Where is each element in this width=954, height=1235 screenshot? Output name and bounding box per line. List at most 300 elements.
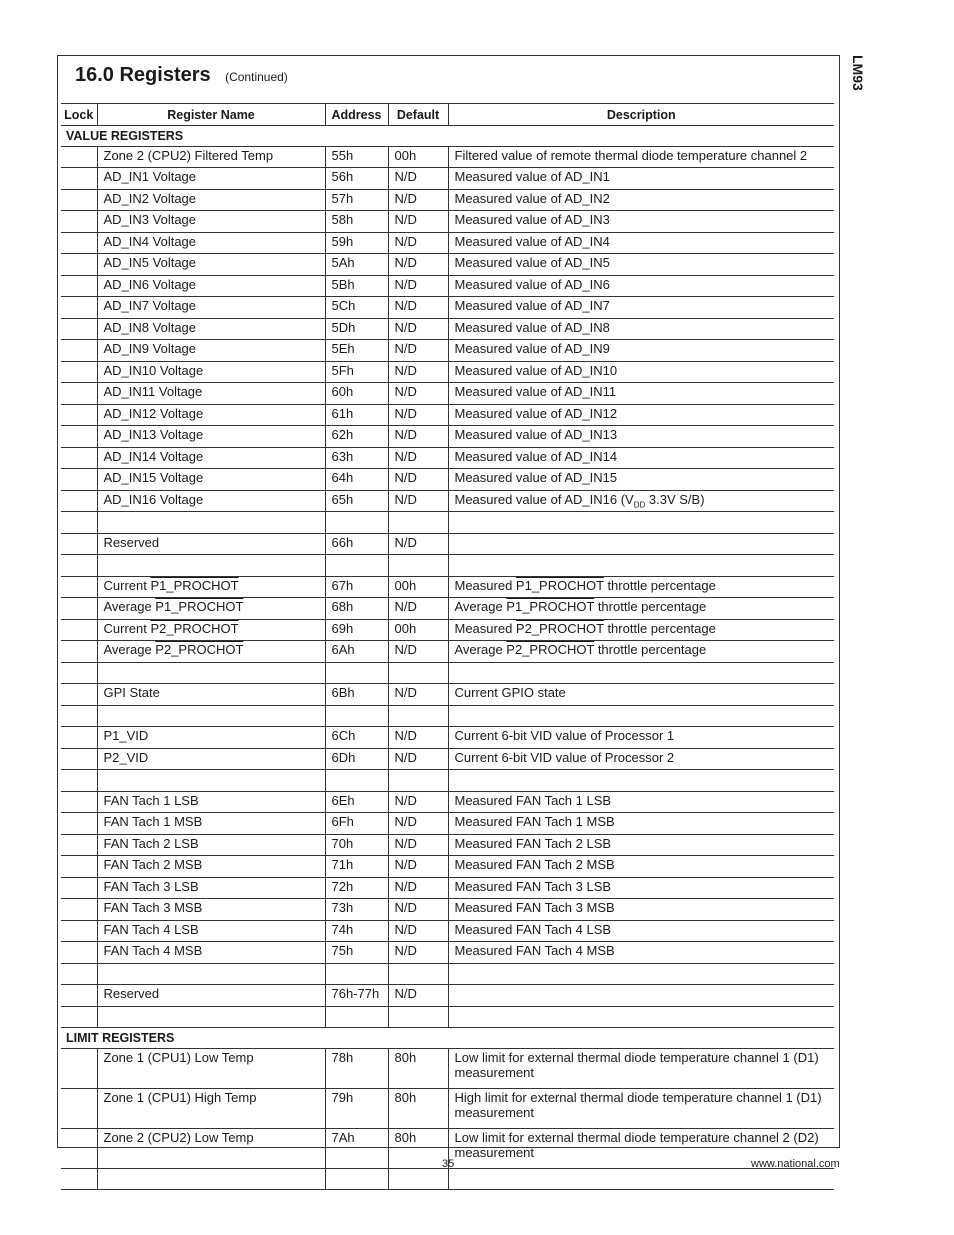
- lock-cell: [61, 791, 97, 813]
- section-title: LIMIT REGISTERS: [61, 1028, 834, 1049]
- table-row: [61, 146, 834, 168]
- desc-signal: P1_PROCHOT: [506, 599, 595, 614]
- lock-cell: [61, 1006, 97, 1028]
- default-cell: N/D: [388, 361, 448, 383]
- table-row: [61, 340, 834, 362]
- register-name-cell: AD_IN14 Voltage: [97, 447, 325, 469]
- default-cell: N/D: [388, 684, 448, 706]
- default-cell: N/D: [388, 899, 448, 921]
- lock-cell: [61, 189, 97, 211]
- table-row: [61, 856, 834, 878]
- address-cell: 68h: [325, 598, 388, 620]
- lock-cell: [61, 834, 97, 856]
- description-cell: Measured value of AD_IN10: [448, 361, 834, 383]
- table-row: [61, 770, 834, 792]
- description-cell: Low limit for external thermal diode temperature channel 1 (D1) measurement: [448, 1048, 834, 1088]
- col-lock: Lock: [61, 104, 97, 126]
- table-body: [61, 126, 834, 1190]
- register-name-cell: [97, 662, 325, 684]
- table-row: [61, 942, 834, 964]
- table-row: [61, 447, 834, 469]
- table-row: [61, 512, 834, 534]
- address-cell: [325, 512, 388, 534]
- table-row: [61, 963, 834, 985]
- table-row: [61, 985, 834, 1007]
- default-cell: N/D: [388, 813, 448, 835]
- default-cell: [388, 555, 448, 577]
- table-row: [61, 1088, 834, 1128]
- default-cell: N/D: [388, 168, 448, 190]
- description-cell: [448, 1168, 834, 1190]
- desc-suffix: throttle percentage: [594, 642, 707, 657]
- table-row: [61, 598, 834, 620]
- register-name-cell: FAN Tach 1 LSB: [97, 791, 325, 813]
- register-name-cell: AD_IN11 Voltage: [97, 383, 325, 405]
- lock-cell: [61, 404, 97, 426]
- register-name-cell: [97, 705, 325, 727]
- register-name-cell: FAN Tach 2 MSB: [97, 856, 325, 878]
- register-name-cell: [97, 619, 325, 641]
- table-row: [61, 211, 834, 233]
- description-cell: [448, 598, 834, 620]
- default-cell: N/D: [388, 404, 448, 426]
- desc-suffix: 3.3V S/B): [645, 491, 705, 507]
- address-cell: 5Dh: [325, 318, 388, 340]
- description-cell: Measured value of AD_IN11: [448, 383, 834, 405]
- default-cell: N/D: [388, 232, 448, 254]
- lock-cell: [61, 254, 97, 276]
- lock-cell: [61, 619, 97, 641]
- description-cell: [448, 512, 834, 534]
- register-name-cell: FAN Tach 4 LSB: [97, 920, 325, 942]
- description-cell: [448, 619, 834, 641]
- default-cell: N/D: [388, 383, 448, 405]
- lock-cell: [61, 942, 97, 964]
- description-cell: [448, 662, 834, 684]
- register-name-cell: FAN Tach 1 MSB: [97, 813, 325, 835]
- footer-website: www.national.com: [751, 1158, 840, 1170]
- address-cell: 71h: [325, 856, 388, 878]
- lock-cell: [61, 232, 97, 254]
- register-name-cell: FAN Tach 4 MSB: [97, 942, 325, 964]
- lock-cell: [61, 340, 97, 362]
- lock-cell: [61, 963, 97, 985]
- description-cell: Measured FAN Tach 1 MSB: [448, 813, 834, 835]
- description-cell: Measured FAN Tach 2 LSB: [448, 834, 834, 856]
- lock-cell: [61, 1048, 97, 1088]
- lock-cell: [61, 211, 97, 233]
- register-name-cell: Reserved: [97, 985, 325, 1007]
- description-cell: Measured value of AD_IN6: [448, 275, 834, 297]
- lock-cell: [61, 662, 97, 684]
- lock-cell: [61, 426, 97, 448]
- page-title: 16.0 Registers: [75, 64, 211, 86]
- address-cell: 67h: [325, 576, 388, 598]
- col-address: Address: [325, 104, 388, 126]
- table-row: [61, 404, 834, 426]
- address-cell: 6Fh: [325, 813, 388, 835]
- table-row: [61, 232, 834, 254]
- register-name-cell: AD_IN4 Voltage: [97, 232, 325, 254]
- desc-signal: P1_PROCHOT: [515, 577, 604, 593]
- address-cell: 64h: [325, 469, 388, 491]
- register-name-cell: [97, 576, 325, 598]
- default-cell: N/D: [388, 877, 448, 899]
- register-name-cell: GPI State: [97, 684, 325, 706]
- default-cell: N/D: [388, 318, 448, 340]
- table-row: [61, 748, 834, 770]
- description-cell: Measured FAN Tach 1 LSB: [448, 791, 834, 813]
- description-cell: Measured value of AD_IN8: [448, 318, 834, 340]
- address-cell: 60h: [325, 383, 388, 405]
- table-row: [61, 834, 834, 856]
- lock-cell: [61, 748, 97, 770]
- description-cell: Measured value of AD_IN2: [448, 189, 834, 211]
- lock-cell: [61, 146, 97, 168]
- description-cell: Low limit for external thermal diode temperature channel 2 (D2) measurement: [448, 1128, 834, 1168]
- default-cell: [388, 512, 448, 534]
- description-cell: Measured value of AD_IN1: [448, 168, 834, 190]
- default-cell: 80h: [388, 1088, 448, 1128]
- lock-cell: [61, 985, 97, 1007]
- lock-cell: [61, 1168, 97, 1190]
- lock-cell: [61, 899, 97, 921]
- col-default: Default: [388, 104, 448, 126]
- lock-cell: [61, 361, 97, 383]
- default-cell: N/D: [388, 533, 448, 555]
- register-name-cell: [97, 555, 325, 577]
- address-cell: 75h: [325, 942, 388, 964]
- default-cell: N/D: [388, 275, 448, 297]
- lock-cell: [61, 512, 97, 534]
- address-cell: 69h: [325, 619, 388, 641]
- lock-cell: [61, 813, 97, 835]
- address-cell: [325, 770, 388, 792]
- address-cell: 62h: [325, 426, 388, 448]
- lock-cell: [61, 877, 97, 899]
- page-number: 35: [442, 1158, 455, 1170]
- address-cell: [325, 662, 388, 684]
- table-row: [61, 533, 834, 555]
- description-cell: [448, 705, 834, 727]
- col-register-name: Register Name: [97, 104, 325, 126]
- description-cell: [448, 985, 834, 1007]
- default-cell: [388, 1168, 448, 1190]
- col-description: Description: [448, 104, 834, 126]
- table-row: [61, 555, 834, 577]
- address-cell: [325, 555, 388, 577]
- table-row: [61, 189, 834, 211]
- table-row: [61, 791, 834, 813]
- default-cell: N/D: [388, 447, 448, 469]
- name-prefix: Current: [103, 577, 151, 593]
- name-signal: P2_PROCHOT: [150, 620, 239, 636]
- description-cell: Filtered value of remote thermal diode temperature channel 2: [448, 146, 834, 168]
- register-name-cell: FAN Tach 3 MSB: [97, 899, 325, 921]
- description-cell: [448, 770, 834, 792]
- register-name-cell: AD_IN16 Voltage: [97, 490, 325, 512]
- description-cell: Measured value of AD_IN9: [448, 340, 834, 362]
- side-label: [848, 55, 868, 115]
- description-cell: Measured value of AD_IN4: [448, 232, 834, 254]
- register-name-cell: Reserved: [97, 533, 325, 555]
- table-row: [61, 813, 834, 835]
- default-cell: [388, 963, 448, 985]
- description-cell: Measured FAN Tach 2 MSB: [448, 856, 834, 878]
- default-cell: N/D: [388, 748, 448, 770]
- table-row: [61, 361, 834, 383]
- register-name-cell: [97, 770, 325, 792]
- table-row: [61, 1006, 834, 1028]
- register-name-cell: Zone 2 (CPU2) Low Temp: [97, 1128, 325, 1168]
- default-cell: N/D: [388, 211, 448, 233]
- table-row: [61, 168, 834, 190]
- description-cell: [448, 490, 834, 512]
- address-cell: 72h: [325, 877, 388, 899]
- table-row: [61, 1048, 834, 1088]
- default-cell: N/D: [388, 490, 448, 512]
- section-heading: [75, 64, 288, 87]
- address-cell: 6Ah: [325, 641, 388, 663]
- default-cell: N/D: [388, 985, 448, 1007]
- table-row: [61, 469, 834, 491]
- address-cell: 78h: [325, 1048, 388, 1088]
- lock-cell: [61, 856, 97, 878]
- desc-suffix: throttle percentage: [603, 577, 716, 593]
- address-cell: 73h: [325, 899, 388, 921]
- table-row: [61, 727, 834, 749]
- register-name-cell: AD_IN10 Voltage: [97, 361, 325, 383]
- address-cell: 74h: [325, 920, 388, 942]
- address-cell: 5Eh: [325, 340, 388, 362]
- address-cell: 66h: [325, 533, 388, 555]
- description-cell: High limit for external thermal diode temperature channel 1 (D1) measurement: [448, 1088, 834, 1128]
- lock-cell: [61, 318, 97, 340]
- default-cell: N/D: [388, 942, 448, 964]
- default-cell: [388, 705, 448, 727]
- default-cell: N/D: [388, 469, 448, 491]
- address-cell: 55h: [325, 146, 388, 168]
- address-cell: 5Ch: [325, 297, 388, 319]
- register-name-cell: AD_IN13 Voltage: [97, 426, 325, 448]
- description-cell: Measured value of AD_IN7: [448, 297, 834, 319]
- table-header-row: [61, 104, 834, 126]
- product-label: LM93: [850, 55, 866, 91]
- desc-signal: P2_PROCHOT: [506, 642, 595, 657]
- address-cell: [325, 705, 388, 727]
- register-name-cell: FAN Tach 2 LSB: [97, 834, 325, 856]
- register-name-cell: [97, 1168, 325, 1190]
- description-cell: [448, 533, 834, 555]
- lock-cell: [61, 383, 97, 405]
- register-name-cell: Zone 1 (CPU1) Low Temp: [97, 1048, 325, 1088]
- address-cell: 76h-77h: [325, 985, 388, 1007]
- table-row: [61, 318, 834, 340]
- lock-cell: [61, 533, 97, 555]
- desc-prefix: Average: [454, 642, 507, 657]
- description-cell: Current 6-bit VID value of Processor 1: [448, 727, 834, 749]
- table-row: [61, 383, 834, 405]
- address-cell: 6Eh: [325, 791, 388, 813]
- lock-cell: [61, 1128, 97, 1168]
- register-name-cell: [97, 598, 325, 620]
- description-cell: Current 6-bit VID value of Processor 2: [448, 748, 834, 770]
- continued-note: (Continued): [225, 70, 288, 84]
- register-table: [61, 103, 834, 1190]
- desc-prefix: Average: [454, 599, 507, 614]
- description-cell: Measured value of AD_IN14: [448, 447, 834, 469]
- register-name-cell: AD_IN5 Voltage: [97, 254, 325, 276]
- default-cell: N/D: [388, 598, 448, 620]
- description-cell: [448, 555, 834, 577]
- table-row: [61, 920, 834, 942]
- description-cell: Measured FAN Tach 4 LSB: [448, 920, 834, 942]
- register-name-cell: AD_IN6 Voltage: [97, 275, 325, 297]
- lock-cell: [61, 598, 97, 620]
- desc-suffix: throttle percentage: [594, 599, 707, 614]
- address-cell: 7Ah: [325, 1128, 388, 1168]
- address-cell: 65h: [325, 490, 388, 512]
- lock-cell: [61, 920, 97, 942]
- default-cell: N/D: [388, 297, 448, 319]
- table-row: [61, 641, 834, 663]
- lock-cell: [61, 576, 97, 598]
- register-name-cell: AD_IN3 Voltage: [97, 211, 325, 233]
- address-cell: 6Dh: [325, 748, 388, 770]
- description-cell: [448, 963, 834, 985]
- desc-prefix: Measured value of AD_IN16 (V: [454, 491, 634, 507]
- register-name-cell: P1_VID: [97, 727, 325, 749]
- register-name-cell: AD_IN2 Voltage: [97, 189, 325, 211]
- desc-suffix: throttle percentage: [603, 620, 716, 636]
- name-signal: P2_PROCHOT: [155, 642, 244, 657]
- default-cell: N/D: [388, 856, 448, 878]
- table-row: [61, 297, 834, 319]
- default-cell: N/D: [388, 920, 448, 942]
- default-cell: 00h: [388, 146, 448, 168]
- table-row: [61, 254, 834, 276]
- default-cell: [388, 770, 448, 792]
- register-name-cell: AD_IN9 Voltage: [97, 340, 325, 362]
- default-cell: N/D: [388, 727, 448, 749]
- table-row: [61, 662, 834, 684]
- register-name-cell: P2_VID: [97, 748, 325, 770]
- address-cell: [325, 1168, 388, 1190]
- address-cell: 79h: [325, 1088, 388, 1128]
- lock-cell: [61, 770, 97, 792]
- address-cell: [325, 1006, 388, 1028]
- name-signal: P1_PROCHOT: [155, 599, 244, 614]
- address-cell: 5Fh: [325, 361, 388, 383]
- register-name-cell: FAN Tach 3 LSB: [97, 877, 325, 899]
- section-title: VALUE REGISTERS: [61, 126, 834, 147]
- default-cell: N/D: [388, 641, 448, 663]
- default-cell: N/D: [388, 189, 448, 211]
- description-cell: Measured FAN Tach 3 MSB: [448, 899, 834, 921]
- description-cell: Measured value of AD_IN12: [448, 404, 834, 426]
- desc-subscript: DD: [633, 500, 646, 510]
- table-row: [61, 899, 834, 921]
- default-cell: 00h: [388, 619, 448, 641]
- lock-cell: [61, 727, 97, 749]
- table-row: [61, 684, 834, 706]
- table-row: [61, 426, 834, 448]
- default-cell: N/D: [388, 254, 448, 276]
- address-cell: 58h: [325, 211, 388, 233]
- lock-cell: [61, 641, 97, 663]
- table-row: [61, 705, 834, 727]
- default-cell: N/D: [388, 834, 448, 856]
- register-name-cell: [97, 1006, 325, 1028]
- section-header-row: [61, 126, 834, 147]
- register-name-cell: AD_IN1 Voltage: [97, 168, 325, 190]
- description-cell: Measured FAN Tach 3 LSB: [448, 877, 834, 899]
- desc-prefix: Measured: [454, 577, 516, 593]
- description-cell: Measured value of AD_IN13: [448, 426, 834, 448]
- desc-prefix: Measured: [454, 620, 516, 636]
- default-cell: N/D: [388, 426, 448, 448]
- default-cell: [388, 1006, 448, 1028]
- description-cell: Measured value of AD_IN5: [448, 254, 834, 276]
- lock-cell: [61, 705, 97, 727]
- default-cell: 80h: [388, 1128, 448, 1168]
- address-cell: 5Bh: [325, 275, 388, 297]
- lock-cell: [61, 297, 97, 319]
- table-row: [61, 619, 834, 641]
- table-row-empty: [61, 1168, 834, 1190]
- address-cell: 57h: [325, 189, 388, 211]
- name-prefix: Average: [103, 599, 156, 614]
- register-name-cell: [97, 641, 325, 663]
- table-row: [61, 275, 834, 297]
- table-row: [61, 490, 834, 512]
- table-row: [61, 576, 834, 598]
- address-cell: 70h: [325, 834, 388, 856]
- default-cell: [388, 662, 448, 684]
- register-name-cell: AD_IN12 Voltage: [97, 404, 325, 426]
- register-name-cell: Zone 2 (CPU2) Filtered Temp: [97, 146, 325, 168]
- lock-cell: [61, 1088, 97, 1128]
- description-cell: Current GPIO state: [448, 684, 834, 706]
- address-cell: 59h: [325, 232, 388, 254]
- lock-cell: [61, 555, 97, 577]
- name-signal: P1_PROCHOT: [150, 577, 239, 593]
- register-name-cell: AD_IN8 Voltage: [97, 318, 325, 340]
- default-cell: 80h: [388, 1048, 448, 1088]
- lock-cell: [61, 684, 97, 706]
- section-header-row: [61, 1028, 834, 1049]
- register-name-cell: AD_IN7 Voltage: [97, 297, 325, 319]
- address-cell: [325, 963, 388, 985]
- address-cell: 56h: [325, 168, 388, 190]
- name-prefix: Current: [103, 620, 151, 636]
- lock-cell: [61, 469, 97, 491]
- lock-cell: [61, 275, 97, 297]
- table-row: [61, 877, 834, 899]
- register-name-cell: Zone 1 (CPU1) High Temp: [97, 1088, 325, 1128]
- description-cell: Measured value of AD_IN15: [448, 469, 834, 491]
- register-name-cell: [97, 963, 325, 985]
- lock-cell: [61, 447, 97, 469]
- desc-signal: P2_PROCHOT: [515, 620, 604, 636]
- lock-cell: [61, 490, 97, 512]
- name-prefix: Average: [103, 642, 156, 657]
- lock-cell: [61, 168, 97, 190]
- default-cell: N/D: [388, 340, 448, 362]
- register-name-cell: [97, 512, 325, 534]
- description-cell: Measured FAN Tach 4 MSB: [448, 942, 834, 964]
- description-cell: [448, 576, 834, 598]
